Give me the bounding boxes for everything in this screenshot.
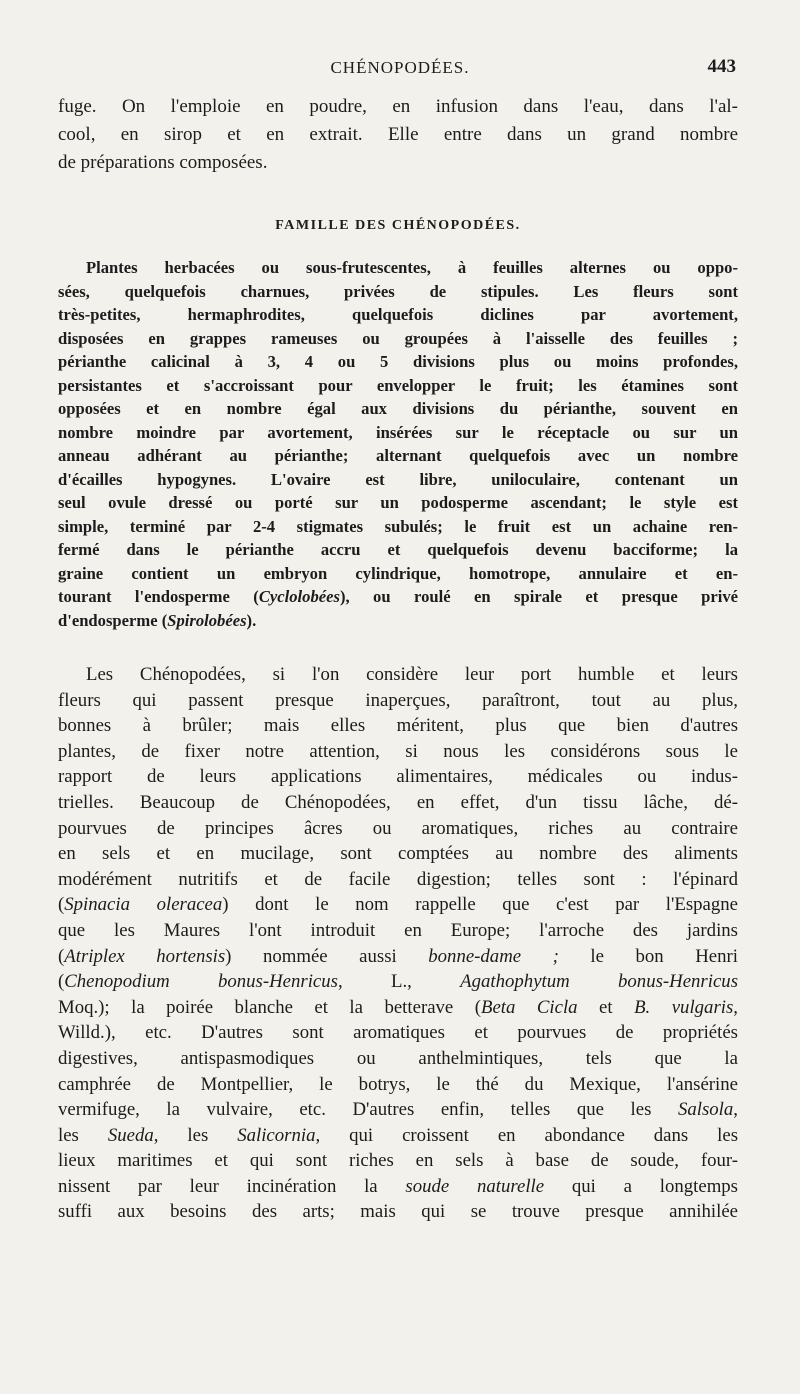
text-line: fermé dans le périanthe accru et quelquefois devenu bacciforme; la [58, 540, 738, 559]
text-line: camphrée de Montpellier, le botrys, le thé du Mexique, l'ansérine [58, 1073, 738, 1095]
italic-term: Beta Cicla [481, 996, 578, 1018]
text-line: nissent par leur incinération la soude naturelle qui a longtemps [58, 1175, 738, 1197]
text-line: plantes, de fixer notre attention, si nous les considérons sous le [58, 740, 738, 762]
text-line: simple, terminé par 2-4 stigmates subulés; le fruit est un achaine ren- [58, 516, 738, 536]
italic-term: Chenopodium bonus-Henricus [64, 971, 338, 993]
text-line: fleurs qui passent presque inaperçues, paraîtront, tout au plus, [58, 689, 738, 711]
paragraph-continuation [58, 93, 738, 177]
text-line: en sels et en mucilage, sont comptées au nombre des aliments [58, 843, 738, 865]
text-line: Moq.); la poirée blanche et la betterave (Beta Cicla et B. vulgaris, [58, 996, 738, 1018]
text-line: vermifuge, la vulvaire, etc. D'autres enfin, telles que les Salsola, [58, 1099, 738, 1121]
text-line: fuge. On l'emploie en poudre, en infusion dans l'eau, dans l'al- [58, 96, 738, 117]
italic-term: Salicornia [237, 1124, 316, 1146]
text-line: les Sueda, les Salicornia, qui croissent en abondance dans les [58, 1124, 738, 1146]
text-line: modérément nutritifs et de facile digestion; telles sont : l'épinard [58, 868, 738, 890]
page-number: 443 [707, 56, 736, 77]
family-description-paragraph [58, 256, 738, 632]
section-heading: FAMILLE DES CHÉNOPODÉES. [275, 218, 521, 233]
text-line: périanthe calicinal à 3, 4 ou 5 divisions plus ou moins profondes, [58, 352, 738, 371]
italic-term: Spirolobées [167, 610, 247, 630]
text-line: d'endosperme (Spirolobées). [58, 610, 257, 630]
text-line: bonnes à brûler; mais elles méritent, plus que bien d'autres [58, 715, 738, 737]
text-line: Plantes herbacées ou sous-frutescentes, à feuilles alternes ou oppo- [86, 258, 738, 277]
text-line: pourvues de principes âcres ou aromatiques, riches au contraire [58, 817, 738, 839]
text-line: Willd.), etc. D'autres sont aromatiques et pourvues de propriétés [58, 1022, 738, 1044]
italic-term: Agathophytum bonus-Henricus [460, 971, 738, 993]
uses-paragraph [58, 662, 738, 1225]
text-line: sées, quelquefois charnues, privées de stipules. Les fleurs sont [58, 281, 738, 301]
text-line: suffi aux besoins des arts; mais qui se trouve presque annihilée [58, 1201, 738, 1223]
page-body [58, 93, 738, 1225]
text-line: très-petites, hermaphrodites, quelquefois diclines par avortement, [58, 305, 738, 324]
italic-term: Salsola [677, 1099, 734, 1121]
italic-term: Sueda [107, 1124, 154, 1146]
text-line: Les Chénopodées, si l'on considère leur port humble et leurs [86, 664, 738, 685]
text-line: d'écailles hypogynes. L'ovaire est libre, uniloculaire, contenant un [58, 469, 738, 489]
text-line: de préparations composées. [58, 152, 268, 173]
italic-term: bonne-dame ; [428, 945, 559, 967]
text-line: (Atriplex hortensis) nommée aussi bonne-dame ; le bon Henri [58, 945, 738, 967]
text-line: tourant l'endosperme (Cyclolobées), ou roulé en spirale et presque privé [58, 587, 738, 606]
text-line: nombre moindre par avortement, insérées sur le réceptacle ou sur un [58, 422, 738, 442]
text-line: (Spinacia oleracea) dont le nom rappelle que c'est par l'Espagne [58, 894, 738, 916]
italic-term: B. vulgaris [634, 996, 734, 1018]
page-header [0, 56, 800, 84]
text-line: que les Maures l'ont introduit en Europe; l'arroche des jardins [58, 919, 738, 941]
italic-term: Atriplex hortensis [64, 945, 226, 967]
text-line: anneau adhérant au périanthe; alternant quelquefois avec un nombre [58, 446, 738, 465]
text-line: cool, en sirop et en extrait. Elle entre dans un grand nombre [58, 124, 738, 145]
text-line: disposées en grappes rameuses ou groupées à l'aisselle des feuilles ; [58, 328, 738, 348]
italic-term: Cyclolobées [258, 587, 340, 606]
text-line: opposées et en nombre égal aux divisions du périanthe, souvent en [58, 399, 738, 418]
text-line: seul ovule dressé ou porté sur un podosperme ascendant; le style est [58, 493, 738, 512]
italic-term: soude naturelle [405, 1175, 545, 1197]
text-line: rapport de leurs applications alimentaires, médicales ou indus- [58, 766, 738, 788]
running-title: CHÉNOPODÉES. [330, 58, 470, 77]
text-line: graine contient un embryon cylindrique, homotrope, annulaire et en- [58, 563, 738, 583]
italic-term: Spinacia oleracea [64, 894, 223, 916]
text-line: persistantes et s'accroissant pour envelopper le fruit; les étamines sont [58, 375, 738, 395]
text-line: trielles. Beaucoup de Chénopodées, en effet, d'un tissu lâche, dé- [58, 791, 738, 813]
text-line: digestives, antispasmodiques ou anthelmintiques, tels que la [58, 1047, 738, 1069]
text-line: (Chenopodium bonus-Henricus, L., Agathophytum bonus-Henricus [58, 971, 738, 993]
text-line: lieux maritimes et qui sont riches en sels à base de soude, four- [58, 1150, 738, 1172]
